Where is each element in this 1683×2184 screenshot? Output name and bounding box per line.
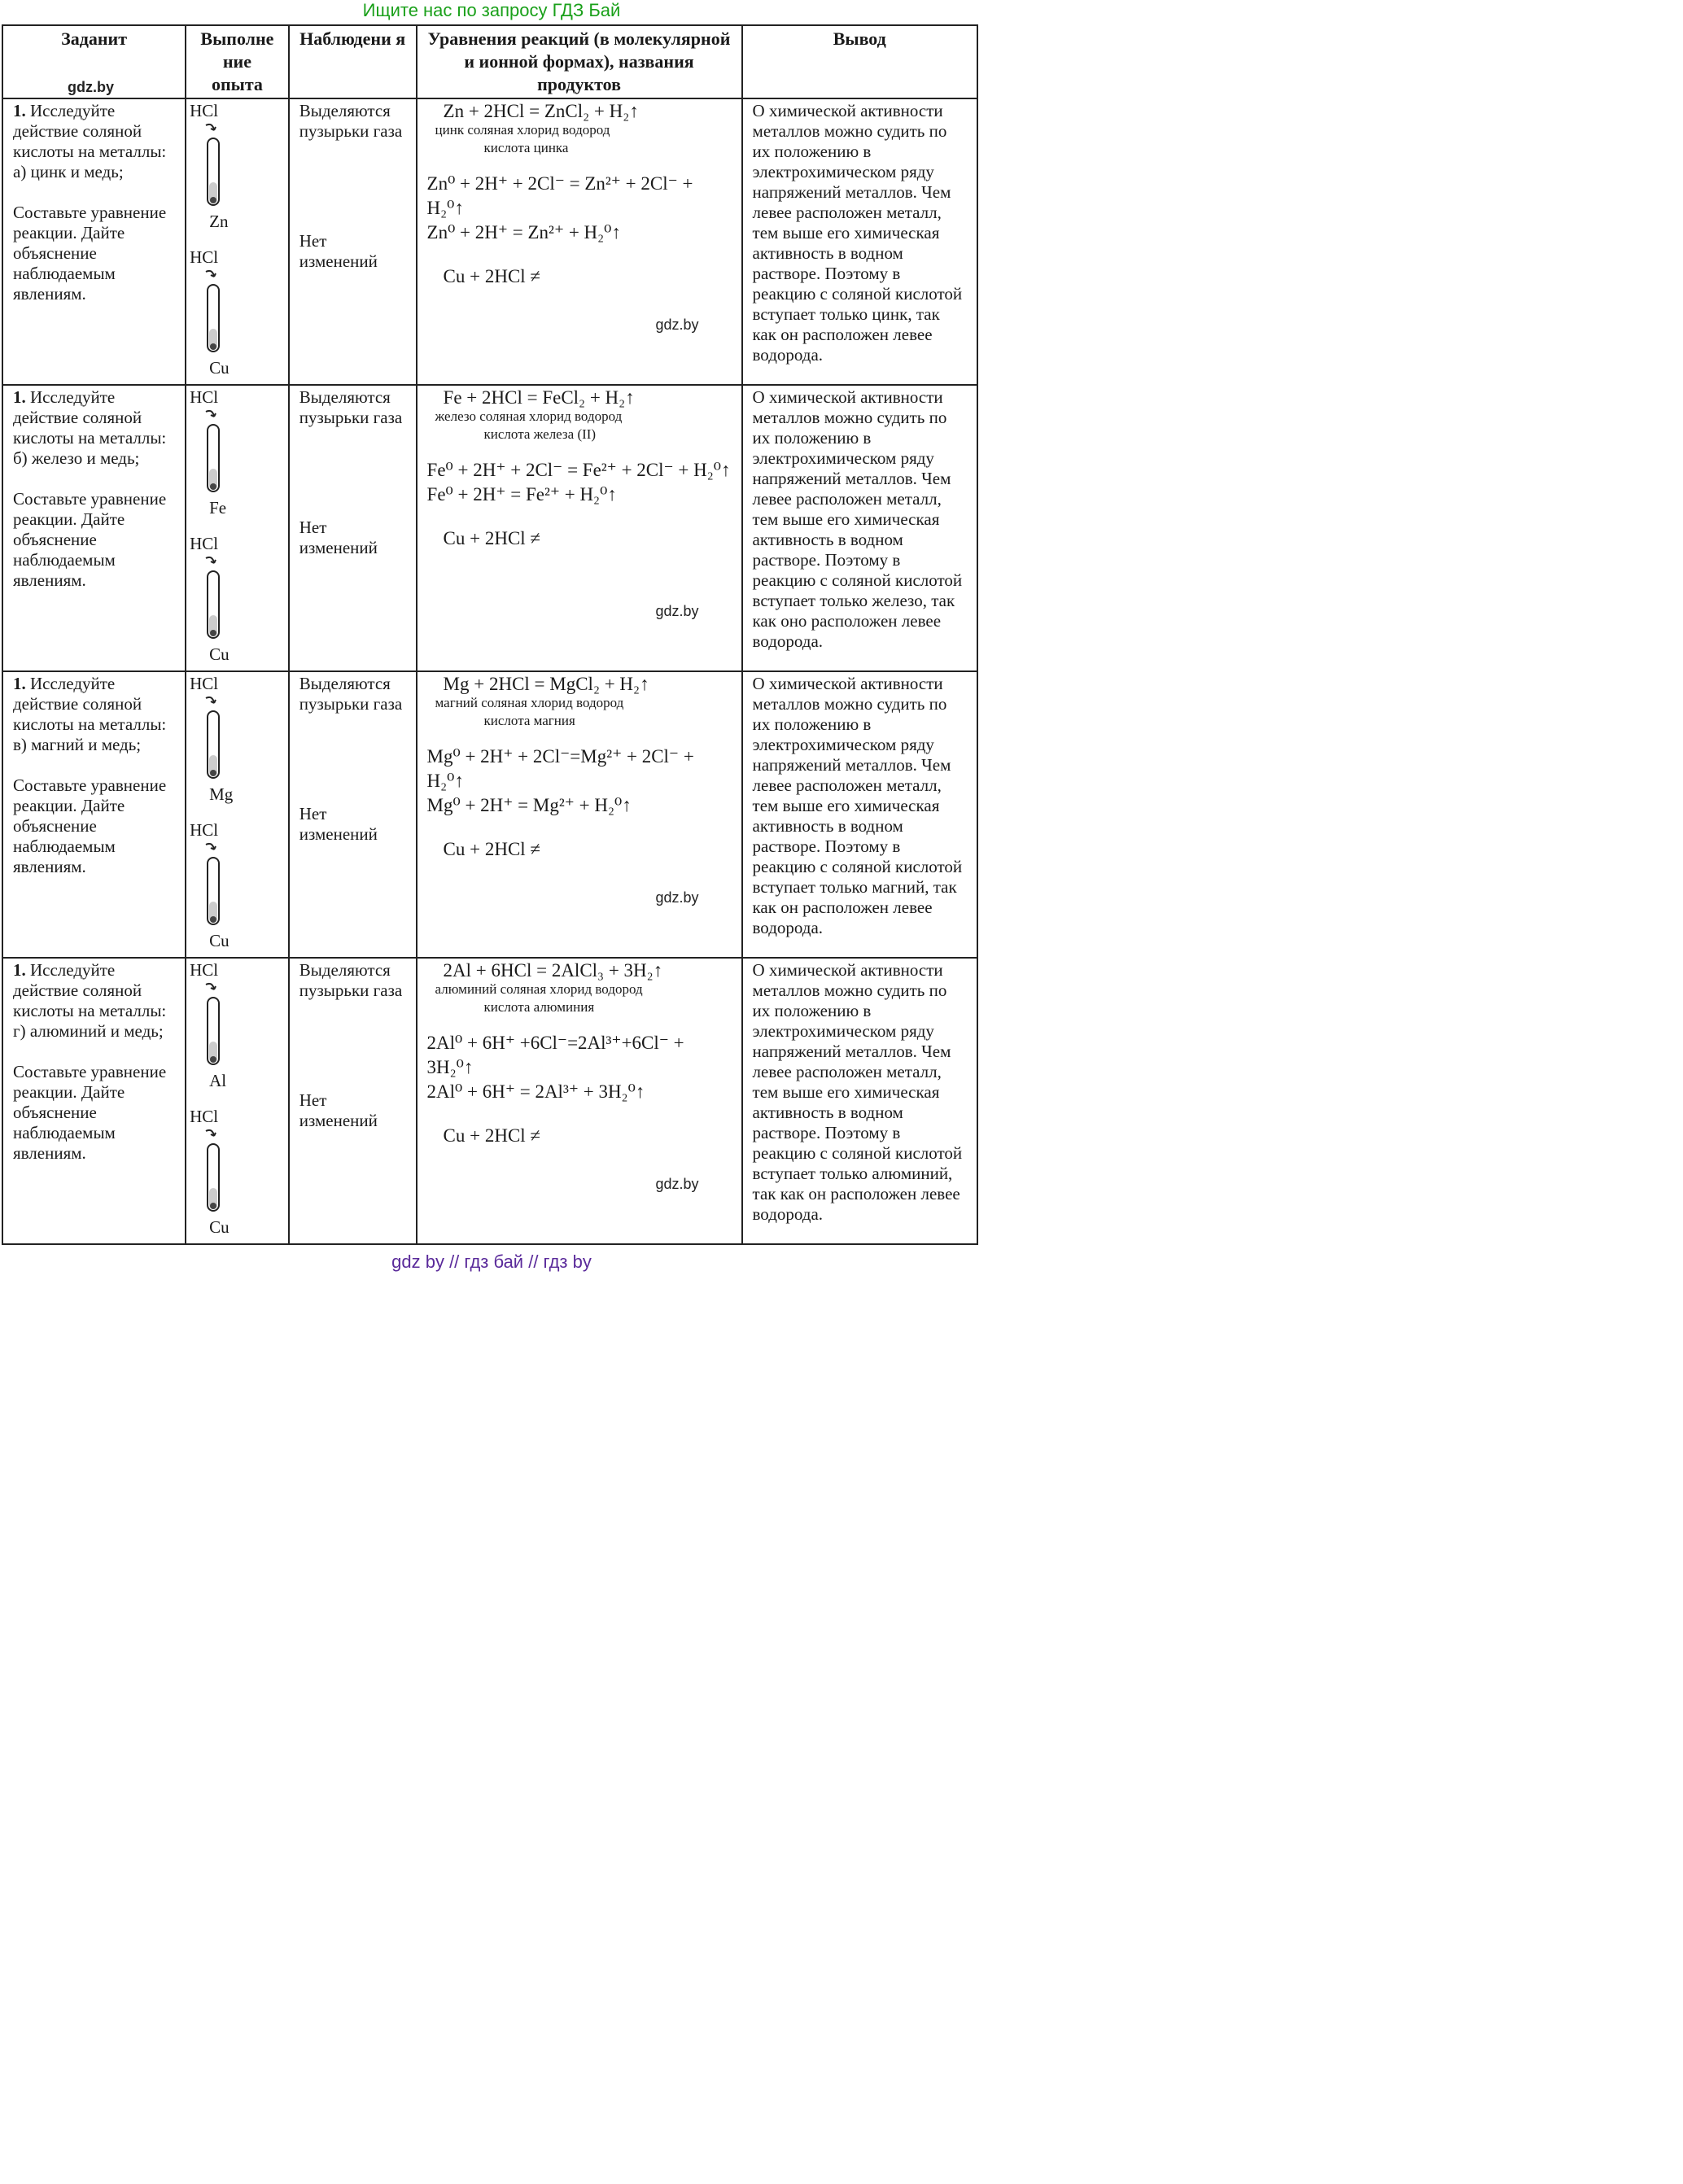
execution-cell — [186, 958, 289, 1244]
task-item: г) алюминий и медь; — [13, 1021, 164, 1041]
header-observation: Наблюдени я — [289, 25, 417, 98]
conclusion-cell — [742, 671, 977, 958]
observation-reaction: Выделяются пузырьки газа — [299, 101, 403, 141]
product-names-2: кислота алюминия — [483, 999, 595, 1015]
metal-label: Cu — [209, 931, 230, 950]
product-names-2: кислота железа (II) — [483, 426, 597, 442]
watermark: gdz.by — [655, 603, 699, 619]
test-tube-icon — [198, 695, 230, 784]
test-tube-icon — [198, 981, 230, 1071]
equation-cell — [417, 671, 742, 958]
task-text: Исследуйте действие соляной кислоты на металлы: — [13, 960, 167, 1020]
equation-ionic-full: Fe⁰ + 2H⁺ + 2Cl⁻ = Fe²⁺ + 2Cl⁻ + H₂⁰↑ — [426, 460, 731, 480]
product-names-2: кислота цинка — [483, 140, 569, 155]
task-cell — [2, 98, 186, 385]
equation-copper: Cu + 2HCl ≠ — [443, 528, 541, 548]
metal-label: Cu — [209, 1217, 230, 1237]
conclusion-cell — [742, 958, 977, 1244]
equation-ionic-full: Mg⁰ + 2H⁺ + 2Cl⁻=Mg²⁺ + 2Cl⁻ + H₂⁰↑ — [426, 746, 694, 791]
equation-molecular: Fe + 2HCl = FeCl₂ + H₂↑ — [443, 387, 635, 408]
task-tail: Составьте уравнение реакции. Дайте объяснение наблюдаемым явлениям. — [13, 203, 167, 304]
task-text: Исследуйте действие соляной кислоты на металлы: — [13, 101, 167, 161]
conclusion-cell — [742, 385, 977, 671]
metal-label: Zn — [209, 212, 229, 231]
observation-none: Нет изменений — [299, 804, 378, 844]
header-execution: Выполне ние опыта — [186, 25, 289, 98]
reagent-label: HCl — [190, 1107, 219, 1126]
execution-cell — [186, 98, 289, 385]
task-item: в) магний и медь; — [13, 735, 142, 754]
task-cell — [2, 958, 186, 1244]
watermark: gdz.by — [655, 1176, 699, 1192]
execution-cell — [186, 385, 289, 671]
experiment-row — [2, 98, 977, 385]
header-row — [2, 25, 977, 98]
metal-label: Fe — [209, 498, 227, 518]
reagent-label: HCl — [190, 101, 219, 120]
header-task: Заданит gdz.by — [2, 25, 186, 98]
test-tube-icon — [198, 841, 230, 931]
reagent-label: HCl — [190, 674, 219, 693]
conclusion-text: О химической активности металлов можно судить по их положению в электрохимическом ряду напряжений металлов. Чем левее расположен металл, тем выше его химическая активность в водном растворе. Поэтому в реакцию с соляной кислотой вступает только алюминий, так как он расположен левее водорода. — [752, 960, 963, 1224]
product-names-2: кислота магния — [483, 713, 575, 728]
task-item: а) цинк и медь; — [13, 162, 124, 181]
task-text: Исследуйте действие соляной кислоты на металлы: — [13, 387, 167, 448]
equation-molecular: Zn + 2HCl = ZnCl₂ + H₂↑ — [443, 101, 639, 121]
experiment-row — [2, 958, 977, 1244]
equation-cell — [417, 385, 742, 671]
metal-label: Al — [209, 1071, 227, 1090]
equation-cell — [417, 958, 742, 1244]
conclusion-text: О химической активности металлов можно судить по их положению в электрохимическом ряду напряжений металлов. Чем левее расположен металл, тем выше его химическая активность в водном растворе. Поэтому в реакцию с соляной кислотой вступает только железо, так как оно расположен левее водорода. — [752, 387, 963, 651]
observation-cell — [289, 671, 417, 958]
task-cell — [2, 671, 186, 958]
task-tail: Составьте уравнение реакции. Дайте объяснение наблюдаемым явлениям. — [13, 1062, 167, 1163]
equation-copper: Cu + 2HCl ≠ — [443, 839, 541, 859]
bottom-banner[interactable]: gdz by // гдз бай // гдз by — [391, 1251, 592, 1272]
observation-cell — [289, 385, 417, 671]
equation-ionic-short: Fe⁰ + 2H⁺ = Fe²⁺ + H₂⁰↑ — [426, 484, 617, 505]
test-tube-icon — [198, 408, 230, 498]
lab-table — [2, 24, 978, 1245]
task-number: 1. — [13, 101, 26, 120]
equation-ionic-short: Zn⁰ + 2H⁺ = Zn²⁺ + H₂⁰↑ — [426, 222, 621, 242]
equation-molecular: 2Al + 6HCl = 2AlCl₃ + 3H₂↑ — [443, 960, 663, 981]
watermark: gdz.by — [68, 79, 114, 95]
task-number: 1. — [13, 387, 26, 407]
observation-none: Нет изменений — [299, 518, 378, 557]
equation-ionic-full: Zn⁰ + 2H⁺ + 2Cl⁻ = Zn²⁺ + 2Cl⁻ + H₂⁰↑ — [426, 173, 693, 218]
observation-reaction: Выделяются пузырьки газа — [299, 960, 403, 1000]
task-number: 1. — [13, 960, 26, 980]
reagent-label: HCl — [190, 960, 219, 980]
product-names: цинк соляная хлорид водород — [435, 122, 610, 138]
test-tube-icon — [198, 1128, 230, 1217]
observation-reaction: Выделяются пузырьки газа — [299, 674, 403, 714]
header-equations: Уравнения реакций (в молекулярной и ионной формах), названия продуктов — [417, 25, 742, 98]
watermark: gdz.by — [655, 317, 699, 333]
product-names: алюминий соляная хлорид водород — [435, 981, 643, 997]
top-banner[interactable]: Ищите нас по запросу ГДЗ Бай — [362, 0, 621, 20]
equation-cell — [417, 98, 742, 385]
task-tail: Составьте уравнение реакции. Дайте объяснение наблюдаемым явлениям. — [13, 775, 167, 876]
execution-cell — [186, 671, 289, 958]
equation-ionic-full: 2Al⁰ + 6H⁺ +6Cl⁻=2Al³⁺+6Cl⁻ + 3H₂⁰↑ — [426, 1033, 684, 1077]
task-cell — [2, 385, 186, 671]
experiment-row — [2, 671, 977, 958]
reagent-label: HCl — [190, 820, 219, 840]
product-names: магний соляная хлорид водород — [435, 695, 624, 710]
equation-ionic-short: Mg⁰ + 2H⁺ = Mg²⁺ + H₂⁰↑ — [426, 795, 632, 815]
conclusion-cell — [742, 98, 977, 385]
reagent-label: HCl — [190, 534, 219, 553]
test-tube-icon — [198, 555, 230, 644]
product-names: железо соляная хлорид водород — [435, 408, 623, 424]
metal-label: Mg — [209, 784, 234, 804]
equation-copper: Cu + 2HCl ≠ — [443, 1125, 541, 1146]
task-tail: Составьте уравнение реакции. Дайте объяснение наблюдаемым явлениям. — [13, 489, 167, 590]
reagent-label: HCl — [190, 247, 219, 267]
equation-molecular: Mg + 2HCl = MgCl₂ + H₂↑ — [443, 674, 649, 694]
observation-reaction: Выделяются пузырьки газа — [299, 387, 403, 427]
watermark: gdz.by — [655, 889, 699, 906]
conclusion-text: О химической активности металлов можно судить по их положению в электрохимическом ряду напряжений металлов. Чем левее расположен металл, тем выше его химическая активность в водном растворе. Поэтому в реакцию с соляной кислотой вступает только цинк, так как он расположен левее водорода. — [752, 101, 963, 365]
test-tube-icon — [198, 122, 230, 212]
header-conclusion: Вывод — [742, 25, 977, 98]
task-number: 1. — [13, 674, 26, 693]
test-tube-icon — [198, 269, 230, 358]
experiment-row — [2, 385, 977, 671]
observation-none: Нет изменений — [299, 1090, 378, 1130]
metal-label: Cu — [209, 358, 230, 378]
equation-ionic-short: 2Al⁰ + 6H⁺ = 2Al³⁺ + 3H₂⁰↑ — [426, 1081, 645, 1102]
task-text: Исследуйте действие соляной кислоты на металлы: — [13, 674, 167, 734]
observation-cell — [289, 958, 417, 1244]
reagent-label: HCl — [190, 387, 219, 407]
task-item: б) железо и медь; — [13, 448, 140, 468]
conclusion-text: О химической активности металлов можно судить по их положению в электрохимическом ряду напряжений металлов. Чем левее расположен металл, тем выше его химическая активность в водном растворе. Поэтому в реакцию с соляной кислотой вступает только магний, так как он расположен левее водорода. — [752, 674, 963, 937]
equation-copper: Cu + 2HCl ≠ — [443, 266, 541, 286]
observation-none: Нет изменений — [299, 231, 378, 271]
metal-label: Cu — [209, 644, 230, 664]
observation-cell — [289, 98, 417, 385]
